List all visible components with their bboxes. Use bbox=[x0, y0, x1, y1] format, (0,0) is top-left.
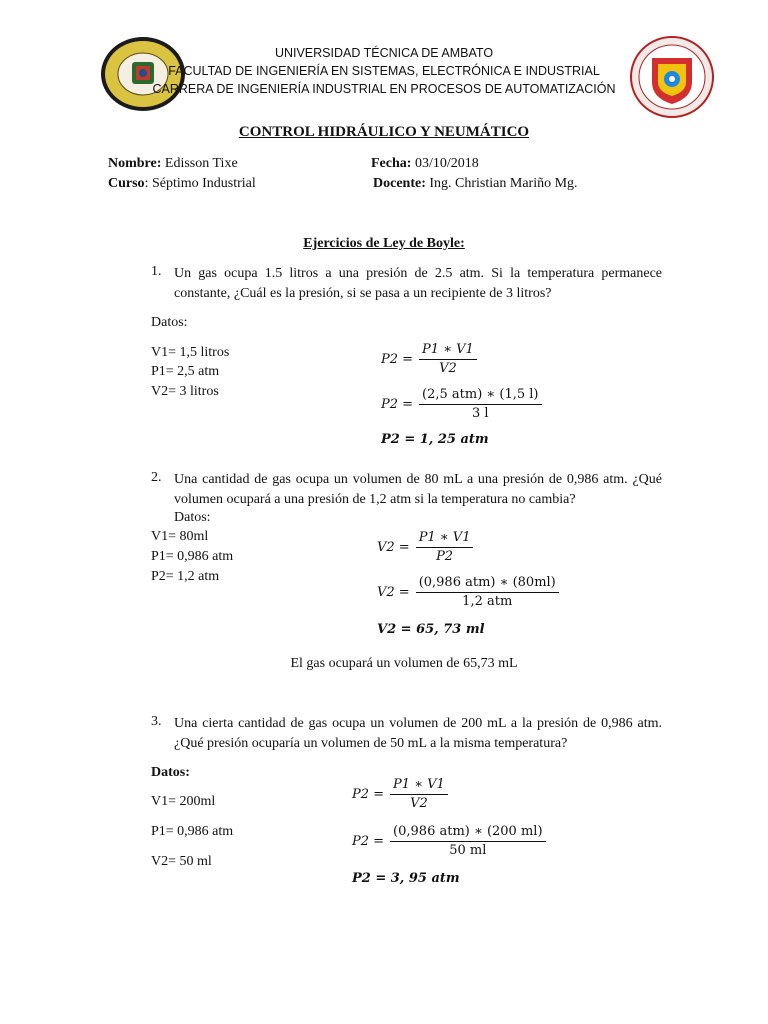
page-title: CONTROL HIDRÁULICO Y NEUMÁTICO bbox=[238, 124, 530, 140]
exercise-2-data-item: P2= 1,2 atm bbox=[151, 569, 220, 584]
exercise-3-formula: P2 = $\frac{P1 ∗ V1}{V2}$ bbox=[352, 777, 448, 812]
exercise-3-substitution: P2 = $\frac{\text{(0,986 atm) ∗ (200 ml)}}{50 ml}$ bbox=[352, 824, 546, 859]
student-name: Nombre: Edisson Tixe bbox=[108, 156, 238, 171]
date: Fecha: 03/10/2018 bbox=[371, 156, 479, 171]
exercise-1-statement: Un gas ocupa 1.5 litros a una presión de 2.5 atm. Si la temperatura permanece constante, ¿Cuál es la presión, si se pasa a un recipiente de 3 litros? bbox=[174, 266, 662, 301]
exercise-3-data-item: P1= 0,986 atm bbox=[151, 824, 234, 839]
exercise-2-formula: V2 = $\frac{P1 ∗ V1}{P2}$ bbox=[377, 530, 473, 565]
faculty-seal-right bbox=[630, 36, 714, 118]
exercise-2-datos-label: Datos: bbox=[174, 510, 211, 525]
exercise-3-result: P2 = 3, 95 atm bbox=[352, 871, 460, 886]
exercise-1-substitution: P2 = $\frac{\text{(2,5 atm) ∗ (1,5 l)}}{3 l}$ bbox=[381, 387, 542, 422]
exercise-2-substitution: V2 = $\frac{\text{(0,986 atm) ∗ (80ml)}}{\text{1,2 atm}}$ bbox=[377, 575, 559, 610]
exercise-1-datos-label: Datos: bbox=[151, 315, 188, 330]
exercise-1-number: 1. bbox=[151, 264, 162, 279]
exercise-1-data-item: V1= 1,5 litros bbox=[151, 345, 230, 360]
header-career: CARRERA DE INGENIERÍA INDUSTRIAL EN PROCESOS DE AUTOMATIZACIÓN bbox=[152, 82, 616, 96]
exercise-2-statement: Una cantidad de gas ocupa un volumen de 80 mL a una presión de 0,986 atm. ¿Qué volumen ocupará a una presión de 1,2 atm si la temperatura no cambia? bbox=[174, 472, 662, 507]
exercise-2-number: 2. bbox=[151, 470, 162, 485]
exercise-3-number: 3. bbox=[151, 714, 162, 729]
teacher: Docente: Ing. Christian Mariño Mg. bbox=[373, 176, 578, 191]
exercise-1-data-item: V2= 3 litros bbox=[151, 384, 219, 399]
exercise-3-datos-label: Datos: bbox=[151, 765, 190, 780]
exercise-2-conclusion: El gas ocupará un volumen de 65,73 mL bbox=[290, 656, 518, 671]
exercise-2-data-item: P1= 0,986 atm bbox=[151, 549, 234, 564]
exercise-3-statement: Una cierta cantidad de gas ocupa un volumen de 200 mL a la presión de 0,986 atm. ¿Qué presión ocuparía un volumen de 50 mL a la misma temperatura? bbox=[174, 716, 662, 751]
exercise-3-data-item: V1= 200ml bbox=[151, 794, 216, 809]
exercise-3-data-item: V2= 50 ml bbox=[151, 854, 212, 869]
section-title: Ejercicios de Ley de Boyle: bbox=[303, 236, 465, 251]
exercise-1-result: P2 = 1, 25 atm bbox=[381, 432, 489, 447]
course: Curso: Séptimo Industrial bbox=[108, 176, 256, 191]
exercise-2-result: V2 = 65, 73 ml bbox=[377, 622, 485, 637]
exercise-2-data-item: V1= 80ml bbox=[151, 529, 209, 544]
header-faculty: FACULTAD DE INGENIERÍA EN SISTEMAS, ELECTRÓNICA E INDUSTRIAL bbox=[168, 64, 600, 78]
header-university: UNIVERSIDAD TÉCNICA DE AMBATO bbox=[274, 46, 494, 60]
exercise-1-data-item: P1= 2,5 atm bbox=[151, 364, 220, 379]
exercise-1-formula: P2 = $\frac{P1 ∗ V1}{V2}$ bbox=[381, 342, 477, 377]
